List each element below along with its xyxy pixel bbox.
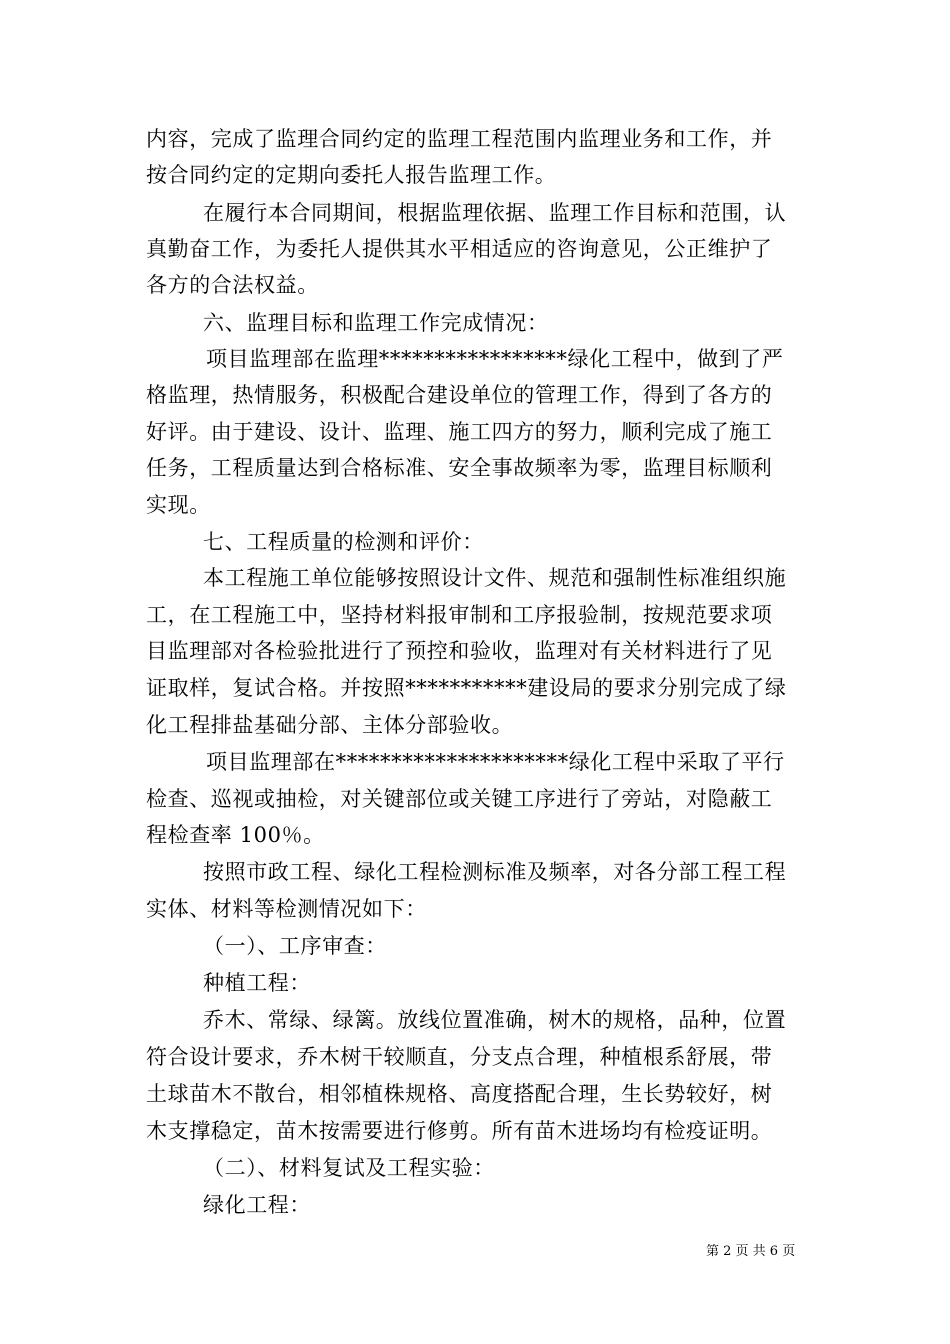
section-heading: 七、工程质量的检测和评价： — [203, 530, 484, 554]
text-line: 化工程排盐基础分部、主体分部验收。 — [146, 713, 514, 737]
text-line: 程检查率 100％。 — [146, 823, 325, 847]
subsection-title: 绿化工程： — [203, 1193, 311, 1217]
text-line: 实现。 — [146, 493, 211, 517]
text-line: 工，在工程施工中，坚持材料报审制和工序报验制，按规范要求项 — [146, 603, 773, 627]
text-line: 实体、材料等检测情况如下： — [146, 897, 427, 921]
text-line: 检查、巡视或抽检，对关键部位或关键工序进行了旁站，对隐蔽工 — [146, 787, 773, 811]
text-line: 木支撑稳定，苗木按需要进行修剪。所有苗木进场均有检疫证明。 — [146, 1119, 773, 1143]
text-line: 内容，完成了监理合同约定的监理工程范围内监理业务和工作，并 — [146, 127, 773, 151]
text-line: 目监理部对各检验批进行了预控和验收，监理对有关材料进行了见 — [146, 639, 773, 663]
text-line: 在履行本合同期间，根据监理依据、监理工作目标和范围，认 — [203, 201, 787, 225]
text-line: 项目监理部在监理*****************绿化工程中，做到了严 — [206, 347, 784, 371]
text-line: 按照市政工程、绿化工程检测标准及频率，对各分部工程工程 — [203, 860, 787, 884]
text-line: 好评。由于建设、设计、监理、施工四方的努力，顺利完成了施工 — [146, 420, 773, 444]
text-line: 本工程施工单位能够按照设计文件、规范和强制性标准组织施 — [203, 566, 787, 590]
text-line: 任务，工程质量达到合格标准、安全事故频率为零，监理目标顺利 — [146, 456, 773, 480]
text-line: 符合设计要求，乔木树干较顺直，分支点合理，种植根系舒展，带 — [146, 1045, 773, 1069]
subsection-heading: （二）、材料复试及工程实验： — [203, 1156, 495, 1180]
text-line: 项目监理部在*********************绿化工程中采取了平行 — [206, 750, 785, 774]
page-number-footer: 第 2 页 共 6 页 — [706, 1244, 796, 1259]
text-line: 各方的合法权益。 — [146, 273, 319, 297]
section-heading: 六、监理目标和监理工作完成情况： — [203, 311, 549, 335]
text-line: 真勤奋工作，为委托人提供其水平相适应的咨询意见，公正维护了 — [146, 237, 773, 261]
text-line: 乔木、常绿、绿篱。放线位置准确，树木的规格，品种，位置 — [203, 1008, 787, 1032]
text-line: 证取样，复试合格。并按照***********建设局的要求分别完成了绿 — [146, 676, 787, 700]
text-line: 土球苗木不散台，相邻植株规格、高度搭配合理，生长势较好，树 — [146, 1082, 773, 1106]
text-line: 按合同约定的定期向委托人报告监理工作。 — [146, 163, 557, 187]
text-line: 格监理，热情服务，积极配合建设单位的管理工作，得到了各方的 — [146, 383, 773, 407]
subsection-title: 种植工程： — [203, 971, 311, 995]
subsection-heading: （一）、工序审查： — [203, 934, 387, 958]
